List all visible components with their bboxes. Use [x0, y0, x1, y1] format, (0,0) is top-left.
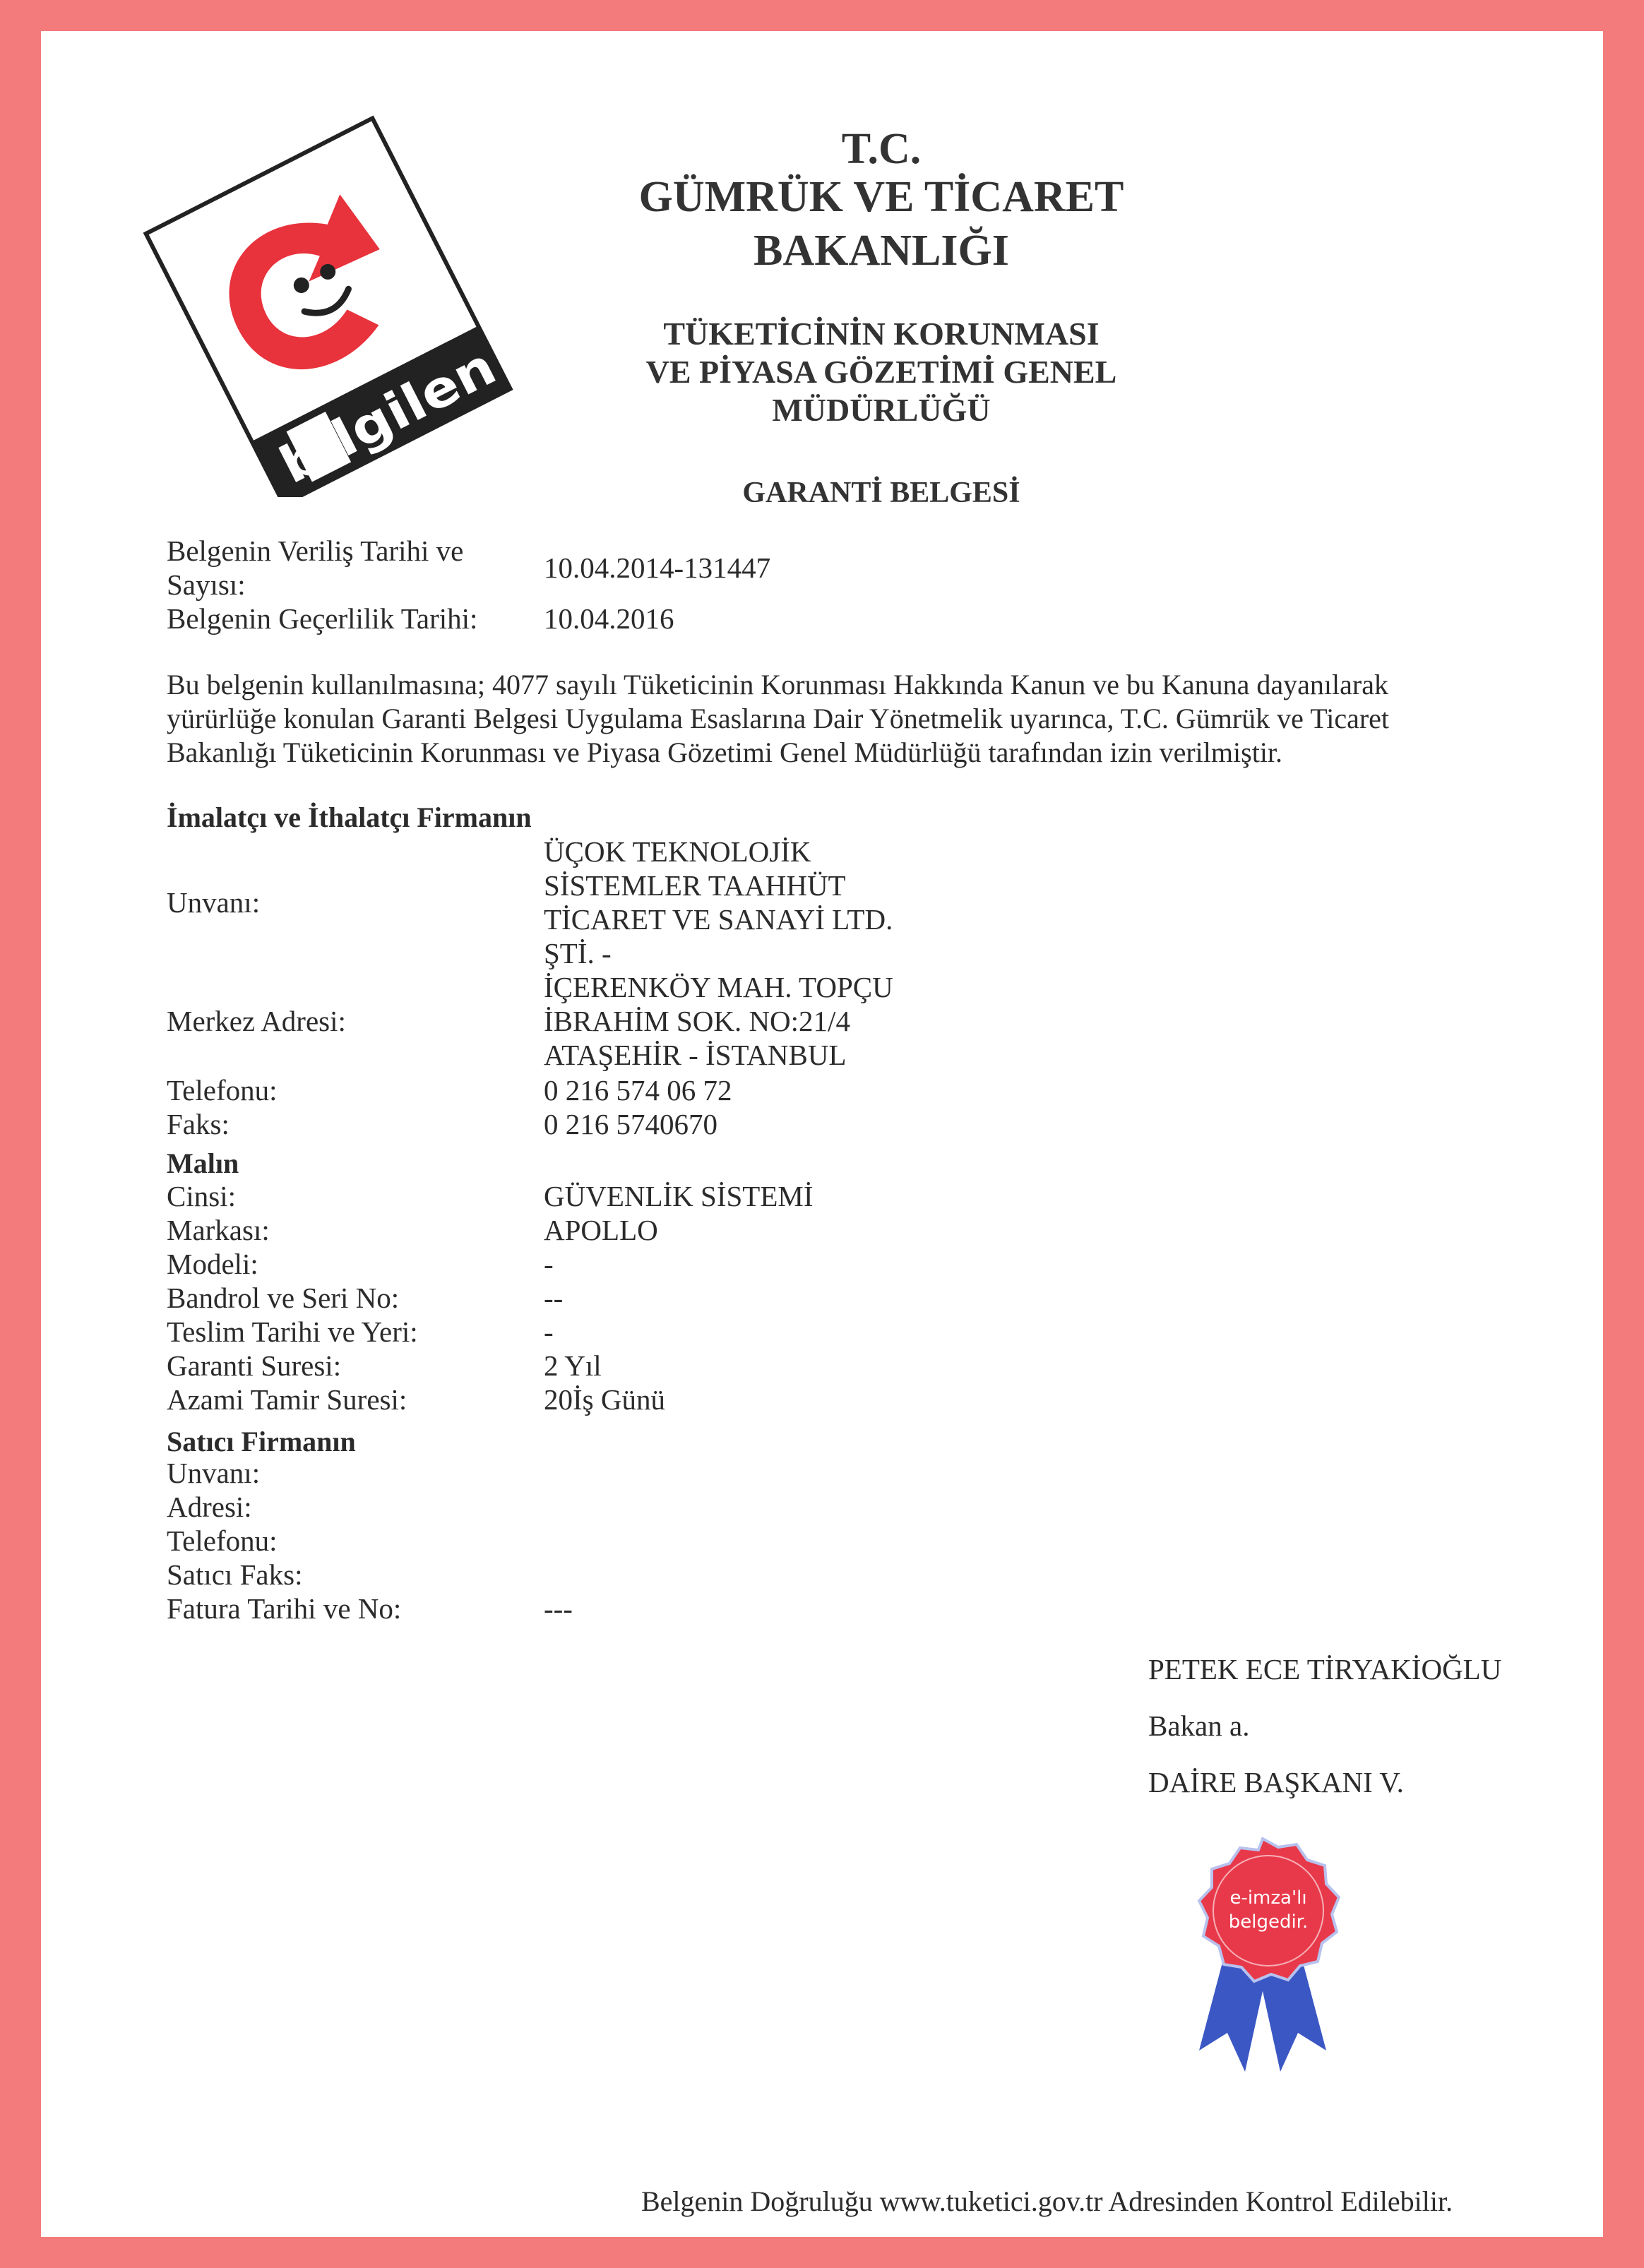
header-tc: T.C. [841, 125, 922, 173]
product-model-value: - [544, 1248, 554, 1280]
manufacturer-address-label: Merkez Adresi: [167, 1005, 346, 1037]
product-heading: Malın [167, 1147, 239, 1179]
manufacturer-title-line4: ŞTİ. - [544, 937, 612, 969]
product-serial-value: -- [544, 1282, 564, 1314]
product-repair-label: Azami Tamir Suresi: [167, 1383, 407, 1416]
product-delivery-label: Teslim Tarihi ve Yeri: [167, 1315, 418, 1348]
seal-text-line1: e-imza'lı [1229, 1887, 1307, 1909]
manufacturer-phone-label: Telefonu: [167, 1074, 278, 1106]
intro-line3: Bakanlığı Tüketicinin Korunması ve Piyasa Gözetimi Genel Müdürlüğü tarafından izin verilmiştir. [167, 736, 1283, 768]
manufacturer-title-line1: ÜÇOK TEKNOLOJİK [544, 835, 811, 868]
issue-date-value: 10.04.2014-131447 [544, 551, 771, 584]
document-page [41, 31, 1603, 2237]
header-ministry-line1: GÜMRÜK VE TİCARET [638, 173, 1124, 221]
intro-line2: yürürlüğe konulan Garanti Belgesi Uygulama Esaslarına Dair Yönetmelik uyarınca, T.C. Gümrük ve Ticaret [167, 703, 1390, 734]
manufacturer-title-label: Unvanı: [167, 886, 261, 919]
seller-phone-label: Telefonu: [167, 1524, 278, 1557]
signatory-role-line2: DAİRE BAŞKANI V. [1148, 1766, 1404, 1798]
product-warranty-label: Garanti Suresi: [167, 1349, 342, 1382]
manufacturer-fax-label: Faks: [167, 1108, 230, 1140]
intro-line1: Bu belgenin kullanılmasına; 4077 sayılı Tüketicinin Korunması Hakkında Kanun ve bu Kanuna dayanılarak [167, 669, 1388, 700]
manufacturer-title-line2: SİSTEMLER TAAHHÜT [544, 869, 846, 902]
issue-date-label-line2: Sayısı: [167, 568, 246, 601]
document-title: GARANTİ BELGESİ [742, 477, 1020, 509]
e-signature-seal [1157, 1825, 1369, 2093]
validity-label: Belgenin Geçerlilik Tarihi: [167, 602, 478, 635]
manufacturer-heading: İmalatçı ve İthalatçı Firmanın [167, 801, 532, 833]
seller-title-label: Unvanı: [167, 1457, 261, 1489]
manufacturer-address-line1: İÇERENKÖY MAH. TOPÇU [544, 971, 893, 1003]
logo-text: bilgilen [270, 345, 487, 495]
manufacturer-phone-value: 0 216 574 06 72 [544, 1074, 732, 1106]
bilgilen-logo [133, 102, 542, 497]
issue-date-label-line1: Belgenin Veriliş Tarihi ve [167, 535, 464, 567]
product-serial-label: Bandrol ve Seri No: [167, 1282, 400, 1314]
validity-value: 10.04.2016 [544, 602, 674, 635]
signatory-name: PETEK ECE TİRYAKİOĞLU [1148, 1653, 1502, 1685]
seller-address-label: Adresi: [167, 1491, 252, 1523]
seller-heading: Satıcı Firmanın [167, 1426, 356, 1457]
seller-invoice-value: --- [544, 1592, 573, 1625]
manufacturer-fax-value: 0 216 5740670 [544, 1108, 717, 1140]
signatory-role-line1: Bakan a. [1148, 1709, 1250, 1742]
manufacturer-address-line3: ATAŞEHİR - İSTANBUL [544, 1039, 847, 1071]
product-warranty-value: 2 Yıl [544, 1349, 602, 1382]
product-model-label: Modeli: [167, 1248, 258, 1280]
seller-fax-label: Satıcı Faks: [167, 1558, 303, 1591]
seal-text-line2: belgedir. [1228, 1911, 1309, 1933]
header-directorate-line1: TÜKETİCİNİN KORUNMASI [663, 316, 1100, 352]
header-directorate-line3: MÜDÜRLÜĞÜ [772, 392, 991, 428]
product-type-value: GÜVENLİK SİSTEMİ [544, 1180, 814, 1212]
manufacturer-title-line3: TİCARET VE SANAYİ LTD. [544, 903, 893, 936]
footer-verification: Belgenin Doğruluğu www.tuketici.gov.tr Adresinden Kontrol Edilebilir. [641, 2185, 1453, 2217]
product-brand-value: APOLLO [544, 1214, 658, 1246]
header-directorate-line2: VE PİYASA GÖZETİMİ GENEL [645, 354, 1117, 390]
seller-invoice-label: Fatura Tarihi ve No: [167, 1592, 402, 1625]
product-type-label: Cinsi: [167, 1180, 236, 1212]
product-delivery-value: - [544, 1315, 554, 1348]
manufacturer-address-line2: İBRAHİM SOK. NO:21/4 [544, 1005, 850, 1037]
product-repair-value: 20İş Günü [544, 1383, 665, 1416]
product-brand-label: Markası: [167, 1214, 270, 1246]
header-ministry-line2: BAKANLIĞI [754, 227, 1009, 275]
